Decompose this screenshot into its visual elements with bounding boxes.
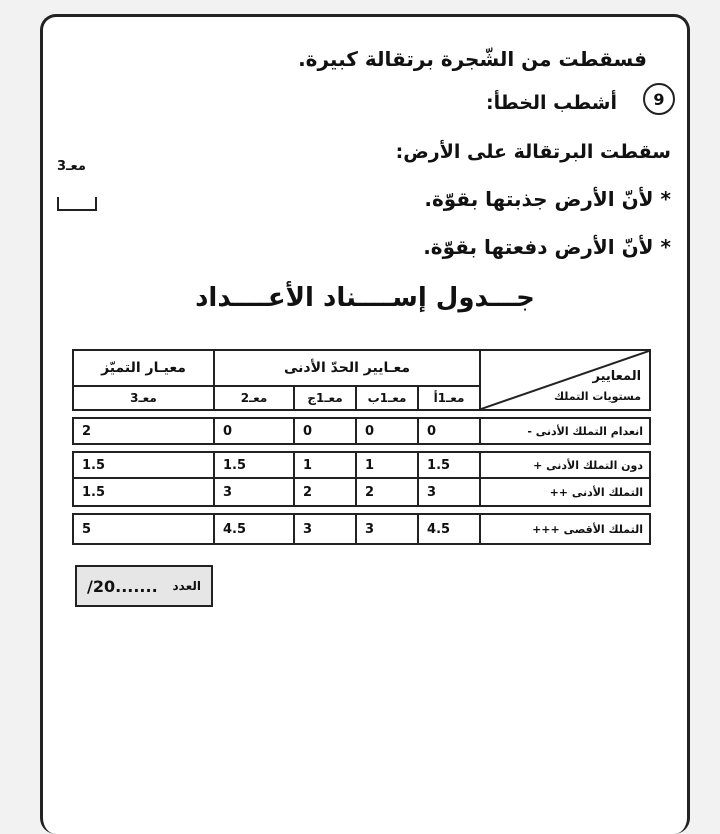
table-row [73, 452, 650, 478]
score-cell: 1 [294, 452, 356, 478]
total-score-box [75, 565, 213, 607]
question-number: 9 [643, 83, 675, 115]
level-label: التملك الأقصى +++ [480, 514, 650, 544]
answer-option-1[interactable]: * لأنّ الأرض جذبتها بقوّة. [424, 187, 671, 211]
score-cell: 2 [356, 478, 418, 506]
score-cell: 3 [418, 478, 480, 506]
level-label: التملك الأدنى ++ [480, 478, 650, 506]
table-row [73, 418, 650, 444]
score-cell: 1 [356, 452, 418, 478]
score-cell: 4.5 [214, 514, 294, 544]
score-value: /20....... [87, 576, 158, 596]
instruction: أشطب الخطأ: [485, 92, 617, 114]
header-minimum-criteria: معـايير الحدّ الأدنى [214, 350, 480, 386]
table-row [73, 514, 650, 544]
answer-option-2[interactable]: * لأنّ الأرض دفعتها بقوّة. [423, 235, 671, 259]
score-cell: 2 [294, 478, 356, 506]
story-line: فسقطت من الشّجرة برتقالة كبيرة. [298, 47, 647, 71]
level-label: دون التملك الأدنى + [480, 452, 650, 478]
score-cell: 1.5 [73, 452, 214, 478]
score-cell: 0 [418, 418, 480, 444]
header-excellence-criterion: معيـار التميّز [73, 350, 214, 386]
corner-criteria-label: المعايير [592, 369, 642, 384]
level-label: انعدام التملك الأدنى - [480, 418, 650, 444]
column-header: معـ1ج [294, 386, 356, 410]
score-label: العدد [172, 579, 201, 593]
column-header: معـ1أ [418, 386, 480, 410]
score-cell: 2 [73, 418, 214, 444]
table-corner-cell [480, 350, 650, 410]
score-cell: 3 [214, 478, 294, 506]
grading-table [72, 349, 651, 545]
score-cell: 5 [73, 514, 214, 544]
column-header: معـ2 [214, 386, 294, 410]
score-cell: 1.5 [214, 452, 294, 478]
score-cell: 1.5 [73, 478, 214, 506]
score-cell: 1.5 [418, 452, 480, 478]
column-header: معـ3 [73, 386, 214, 410]
question-prompt: سقطت البرتقالة على الأرض: [395, 141, 671, 163]
column-header: معـ1ب [356, 386, 418, 410]
table-row [73, 478, 650, 506]
corner-levels-label: مستويات التملك [554, 390, 642, 403]
worksheet-page [40, 14, 690, 834]
criterion-score-box [57, 197, 97, 211]
criterion-label: معـ3 [57, 159, 86, 174]
score-cell: 3 [294, 514, 356, 544]
score-cell: 3 [356, 514, 418, 544]
score-cell: 0 [356, 418, 418, 444]
score-cell: 0 [214, 418, 294, 444]
table-title: جـــدول إســــناد الأعــــداد [195, 283, 535, 313]
score-cell: 4.5 [418, 514, 480, 544]
score-cell: 0 [294, 418, 356, 444]
